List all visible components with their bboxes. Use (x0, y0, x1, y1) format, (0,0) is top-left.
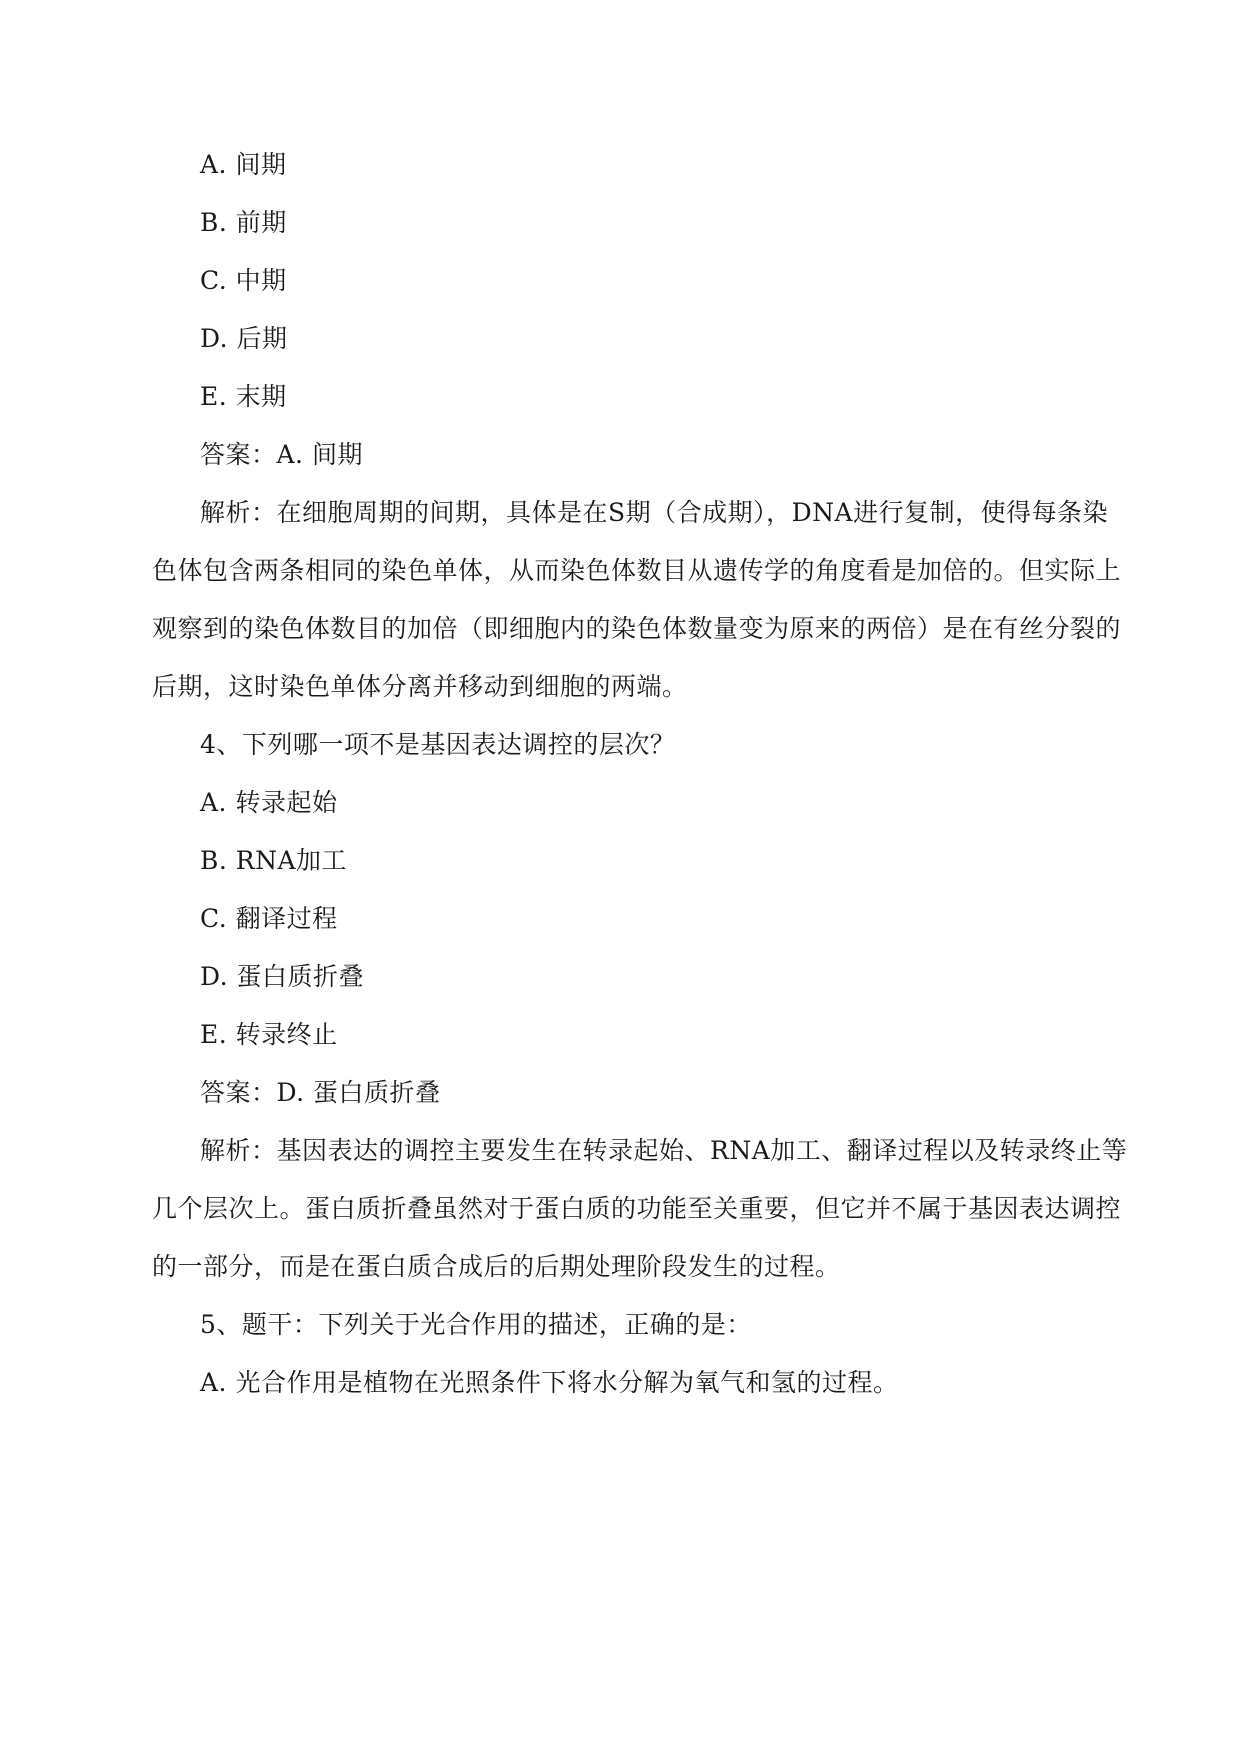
q3-option-d: D. 后期 (200, 324, 288, 353)
q3-option-b: B. 前期 (200, 208, 287, 237)
q4-option-a: A. 转录起始 (200, 788, 338, 817)
q4-option-e: E. 转录终止 (200, 1020, 338, 1049)
q4-explanation-line-3: 的一部分，而是在蛋白质合成后的后期处理阶段发生的过程。 (152, 1252, 841, 1281)
q4-option-d: D. 蛋白质折叠 (200, 962, 365, 991)
q4-explanation-line-2: 几个层次上。蛋白质折叠虽然对于蛋白质的功能至关重要，但它并不属于基因表达调控 (152, 1194, 1122, 1223)
q3-option-c: C. 中期 (200, 266, 287, 295)
q4-option-c: C. 翻译过程 (200, 904, 338, 933)
q3-explanation-line-4: 后期，这时染色单体分离并移动到细胞的两端。 (152, 672, 688, 701)
q5-option-a: A. 光合作用是植物在光照条件下将水分解为氧气和氢的过程。 (200, 1368, 899, 1397)
q5-question: 5、题干：下列关于光合作用的描述，正确的是： (200, 1310, 752, 1339)
q3-option-a: A. 间期 (200, 150, 287, 179)
q4-question: 4、下列哪一项不是基因表达调控的层次？ (200, 730, 676, 759)
q4-answer: 答案：D. 蛋白质折叠 (200, 1078, 441, 1107)
q3-option-e: E. 末期 (200, 382, 287, 411)
q4-explanation-line-1: 解析：基因表达的调控主要发生在转录起始、RNA加工、翻译过程以及转录终止等 (200, 1136, 1128, 1165)
q3-explanation-line-2: 色体包含两条相同的染色单体，从而染色体数目从遗传学的角度看是加倍的。但实际上 (152, 556, 1122, 585)
q3-answer: 答案：A. 间期 (200, 440, 363, 469)
q3-explanation-line-3: 观察到的染色体数目的加倍（即细胞内的染色体数量变为原来的两倍）是在有丝分裂的 (152, 614, 1122, 643)
q3-explanation-line-1: 解析：在细胞周期的间期，具体是在S期（合成期），DNA进行复制，使得每条染 (200, 498, 1109, 527)
q4-option-b: B. RNA加工 (200, 846, 348, 875)
